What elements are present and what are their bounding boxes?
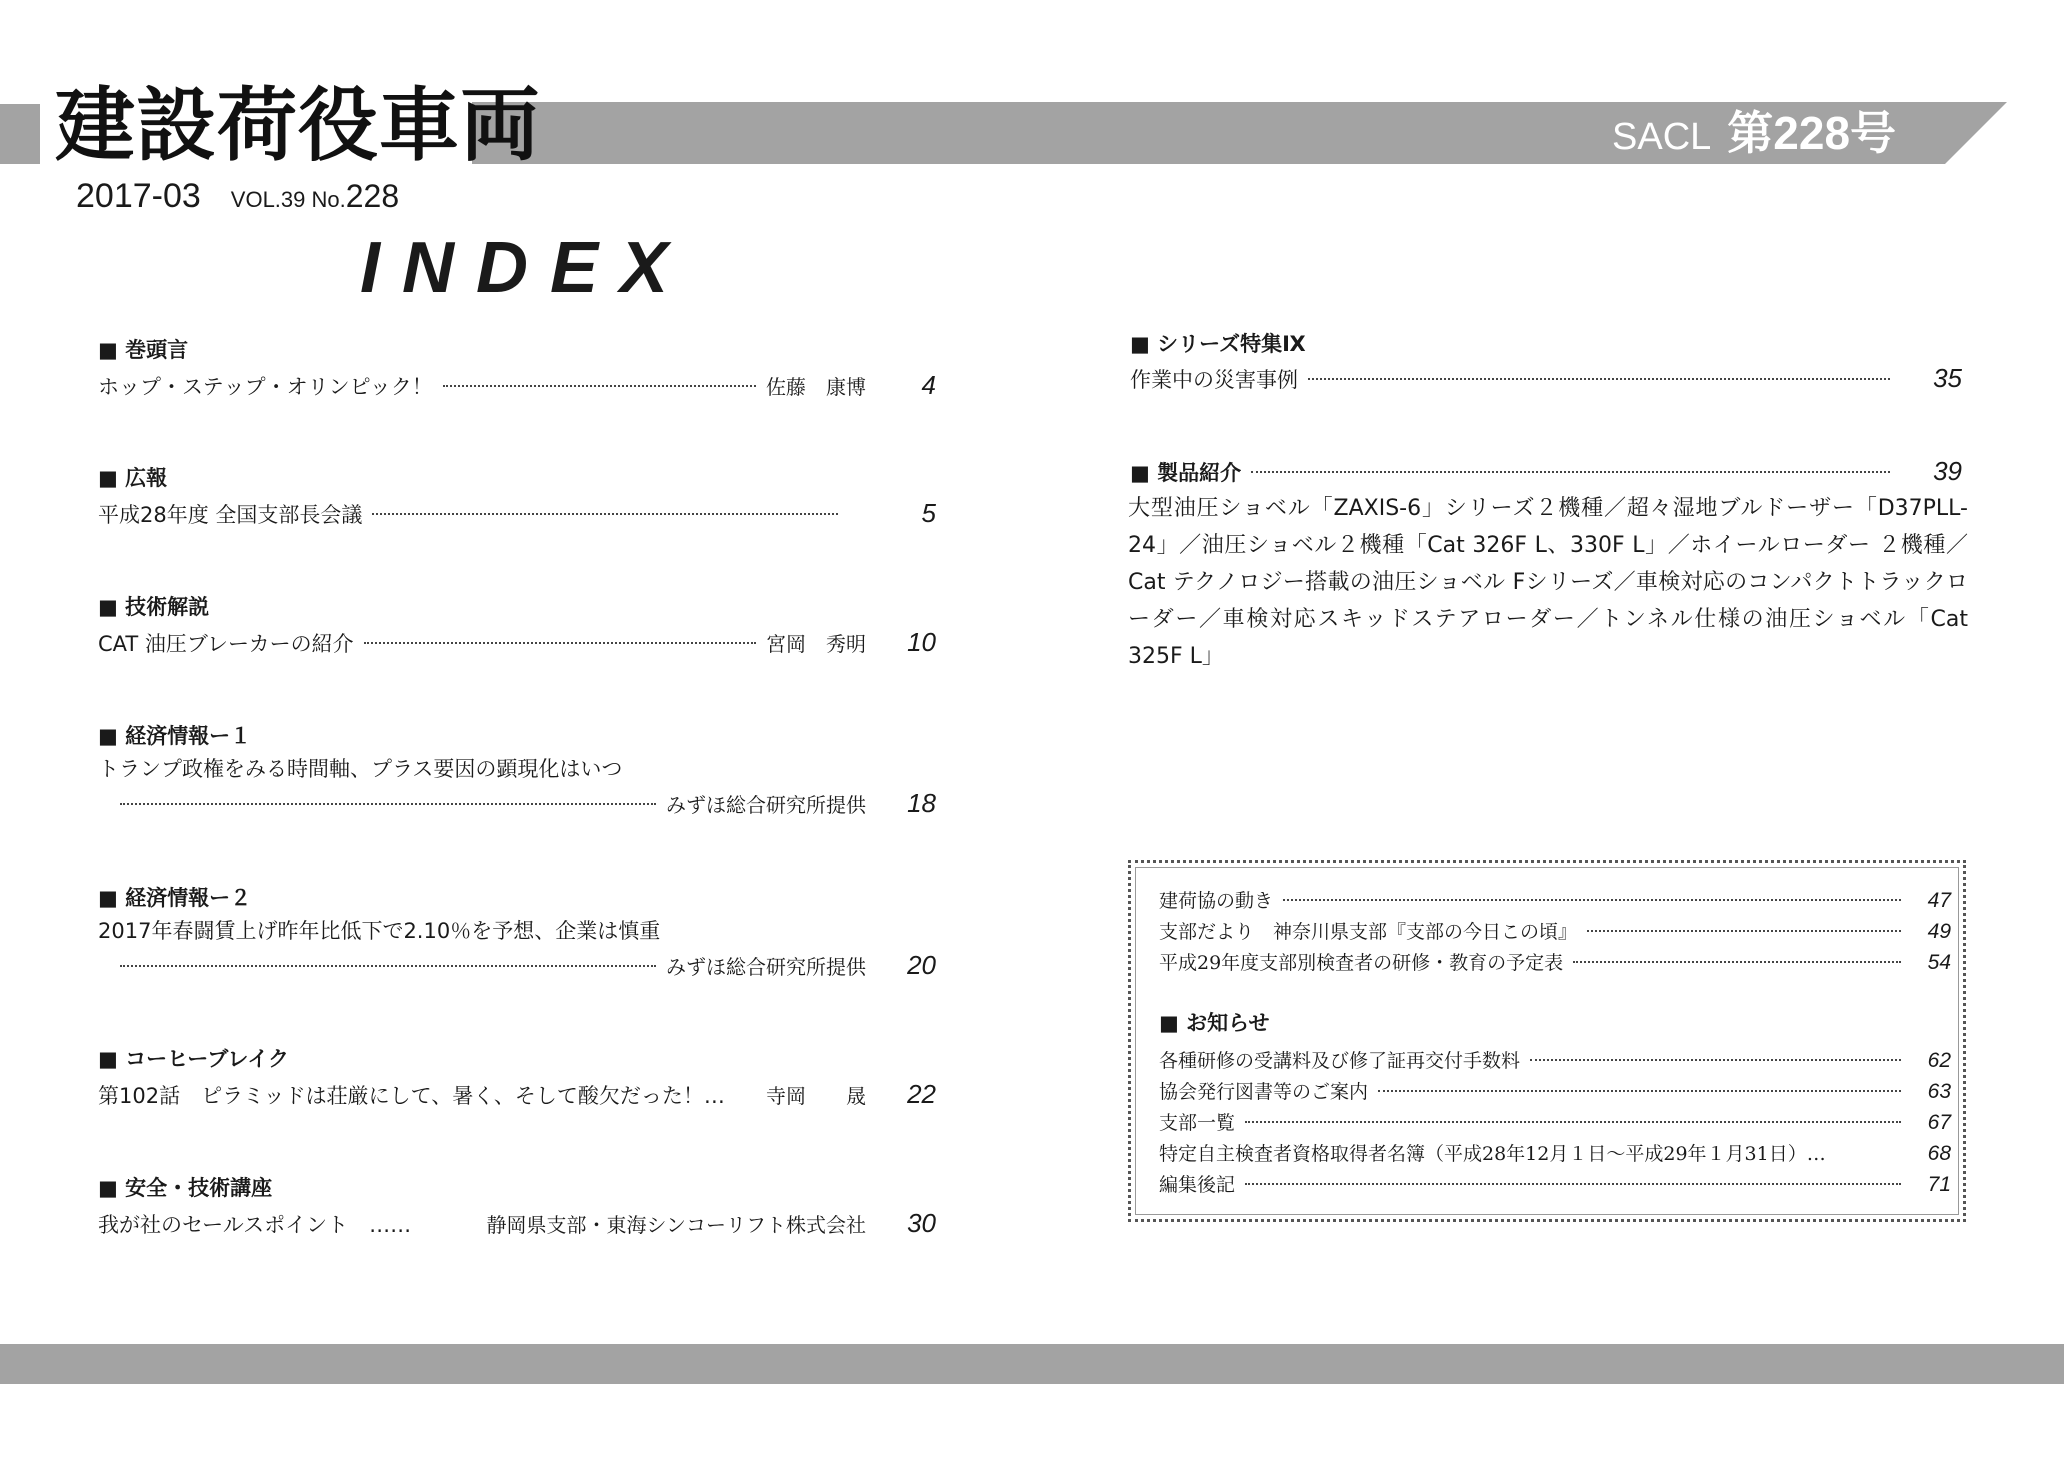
entry-title: トランプ政権をみる時間軸、プラス要因の顕現化はいつ bbox=[98, 757, 623, 781]
box-entry[interactable] bbox=[1159, 1109, 1951, 1137]
dot-leader bbox=[1245, 1183, 1901, 1185]
entry-page: 5 bbox=[921, 498, 936, 528]
section-heading: ■ シリーズ特集Ⅸ bbox=[1130, 332, 1306, 356]
sacl-label: SACL bbox=[1612, 116, 1712, 158]
toc-entry[interactable] bbox=[98, 627, 936, 659]
entry-author: 寺岡 晟 bbox=[766, 1084, 866, 1108]
entry-title: 我が社のセールスポイント …… bbox=[98, 1213, 412, 1237]
box-entry-page: 71 bbox=[1927, 1173, 1951, 1196]
box-entry-title: 平成29年度支部別検査者の研修・教育の予定表 bbox=[1159, 952, 1564, 974]
box-entry[interactable] bbox=[1159, 1047, 1951, 1075]
vol-label: VOL.39 No. bbox=[230, 187, 346, 212]
entry-author: みずほ総合研究所提供 bbox=[666, 955, 866, 979]
entry-page: 18 bbox=[907, 788, 936, 818]
dot-leader bbox=[1530, 1059, 1901, 1061]
dot-leader bbox=[1378, 1090, 1901, 1092]
box-entry[interactable] bbox=[1159, 918, 1951, 946]
dot-leader bbox=[1573, 961, 1901, 963]
box-entry-title: 支部だより 神奈川県支部『支部の今日この頃』 bbox=[1159, 921, 1578, 943]
index-title: INDEX bbox=[360, 228, 691, 308]
entry-title: 平成28年度 全国支部長会議 bbox=[98, 503, 363, 527]
dot-leader bbox=[1587, 930, 1901, 932]
section-heading: ■ 製品紹介 bbox=[1130, 461, 1242, 485]
box-entry-title: 建荷協の動き bbox=[1159, 890, 1274, 912]
entry-author: みずほ総合研究所提供 bbox=[666, 793, 866, 817]
dot-leader bbox=[443, 385, 756, 387]
entry-author: 静岡県支部・東海シンコーリフト株式会社 bbox=[486, 1213, 866, 1237]
issue-date: 2017-03 bbox=[76, 177, 201, 215]
entry-title: 作業中の災害事例 bbox=[1130, 368, 1298, 392]
entry-page: 4 bbox=[921, 370, 936, 400]
section-heading: ■ 経済情報ー２ bbox=[98, 886, 252, 910]
box-entry-page: 49 bbox=[1927, 920, 1951, 943]
box-entry[interactable] bbox=[1159, 1078, 1951, 1106]
entry-page: 22 bbox=[907, 1079, 936, 1109]
dot-leader bbox=[372, 513, 838, 515]
header-left-tab bbox=[0, 104, 40, 164]
footer-band bbox=[0, 1344, 2064, 1384]
box-entry-title: 各種研修の受講料及び修了証再交付手数料 bbox=[1159, 1050, 1521, 1072]
box-entry-page: 62 bbox=[1927, 1049, 1951, 1072]
entry-title: CAT 油圧ブレーカーの紹介 bbox=[98, 632, 354, 656]
dot-leader bbox=[1308, 378, 1890, 380]
section-heading: ■ 経済情報ー１ bbox=[98, 724, 252, 748]
toc-entry-leader-line[interactable] bbox=[120, 788, 936, 820]
toc-entry[interactable] bbox=[1130, 363, 1962, 395]
section-heading: ■ 巻頭言 bbox=[98, 338, 189, 362]
entry-page: 20 bbox=[907, 950, 936, 980]
info-box bbox=[1128, 860, 1966, 1222]
dot-leader bbox=[1251, 471, 1890, 473]
dot-leader bbox=[1283, 899, 1901, 901]
box-entry[interactable] bbox=[1159, 1171, 1951, 1199]
section-heading: ■ 広報 bbox=[98, 466, 168, 490]
box-entry[interactable] bbox=[1159, 1140, 1951, 1168]
toc-entry-products[interactable] bbox=[1130, 456, 1962, 488]
box-entry[interactable] bbox=[1159, 887, 1951, 915]
toc-entry[interactable] bbox=[98, 498, 936, 530]
box-entry-page: 63 bbox=[1927, 1080, 1951, 1103]
magazine-title: 建設荷役車両 bbox=[55, 79, 541, 172]
dot-leader bbox=[1245, 1121, 1901, 1123]
entry-page: 39 bbox=[1933, 456, 1962, 486]
section-heading: ■ コーヒーブレイク bbox=[98, 1047, 289, 1071]
notice-heading: ■ お知らせ bbox=[1159, 1011, 1270, 1035]
section-heading: ■ 技術解説 bbox=[98, 595, 210, 619]
box-entry-title: 支部一覧 bbox=[1159, 1112, 1236, 1134]
box-entry-page: 68 bbox=[1927, 1142, 1951, 1165]
entry-author: 佐藤 康博 bbox=[766, 375, 866, 399]
dot-leader bbox=[120, 965, 656, 967]
issue-number: 第228号 bbox=[1727, 107, 1897, 159]
box-entry-title: 編集後記 bbox=[1159, 1174, 1236, 1196]
products-description: 大型油圧ショベル「ZAXIS-6」シリーズ２機種／超々湿地ブルドーザー「D37PLL-24」／油圧ショベル２機種「Cat 326F L、330F L」／ホイールローダー ２機種／ Cat テクノロジー搭載の油圧ショベル Fシリーズ／車検対応のコンパクトトラックローダー／車検対応スキッドステアローダー／トンネル仕様の油圧ショベル「Cat 325F L」 bbox=[1128, 496, 1968, 669]
box-entry-title: 協会発行図書等のご案内 bbox=[1159, 1081, 1369, 1103]
toc-entry-title-line[interactable] bbox=[98, 916, 660, 946]
toc-entry[interactable] bbox=[98, 1079, 936, 1111]
issue-label bbox=[1612, 108, 1896, 158]
vol-number: 228 bbox=[345, 178, 400, 214]
box-entry-page: 67 bbox=[1927, 1111, 1951, 1134]
box-entry-page: 47 bbox=[1927, 889, 1951, 912]
dot-leader bbox=[364, 642, 756, 644]
box-entry-title: 特定自主検査者資格取得者名簿（平成28年12月１日〜平成29年１月31日）… bbox=[1159, 1143, 1826, 1165]
box-entry-page: 54 bbox=[1927, 951, 1951, 974]
toc-entry[interactable] bbox=[98, 1208, 936, 1240]
entry-title: ホップ・ステップ・オリンピック！ bbox=[98, 375, 433, 399]
entry-title: 第102話 ピラミッドは荘厳にして、暑く、そして酸欠だった！… bbox=[98, 1084, 725, 1108]
toc-entry-leader-line[interactable] bbox=[120, 950, 936, 982]
issue-date-line bbox=[76, 176, 399, 223]
entry-title: 2017年春闘賃上げ昨年比低下で2.10％を予想、企業は慎重 bbox=[98, 919, 661, 943]
entry-page: 30 bbox=[907, 1208, 936, 1238]
toc-entry[interactable] bbox=[98, 370, 936, 402]
toc-entry-title-line[interactable] bbox=[98, 754, 622, 784]
entry-page: 10 bbox=[907, 627, 936, 657]
entry-author: 宮岡 秀明 bbox=[766, 632, 866, 656]
box-entry[interactable] bbox=[1159, 949, 1951, 977]
dot-leader bbox=[120, 803, 656, 805]
entry-page: 35 bbox=[1933, 363, 1962, 393]
section-heading: ■ 安全・技術講座 bbox=[98, 1176, 273, 1200]
